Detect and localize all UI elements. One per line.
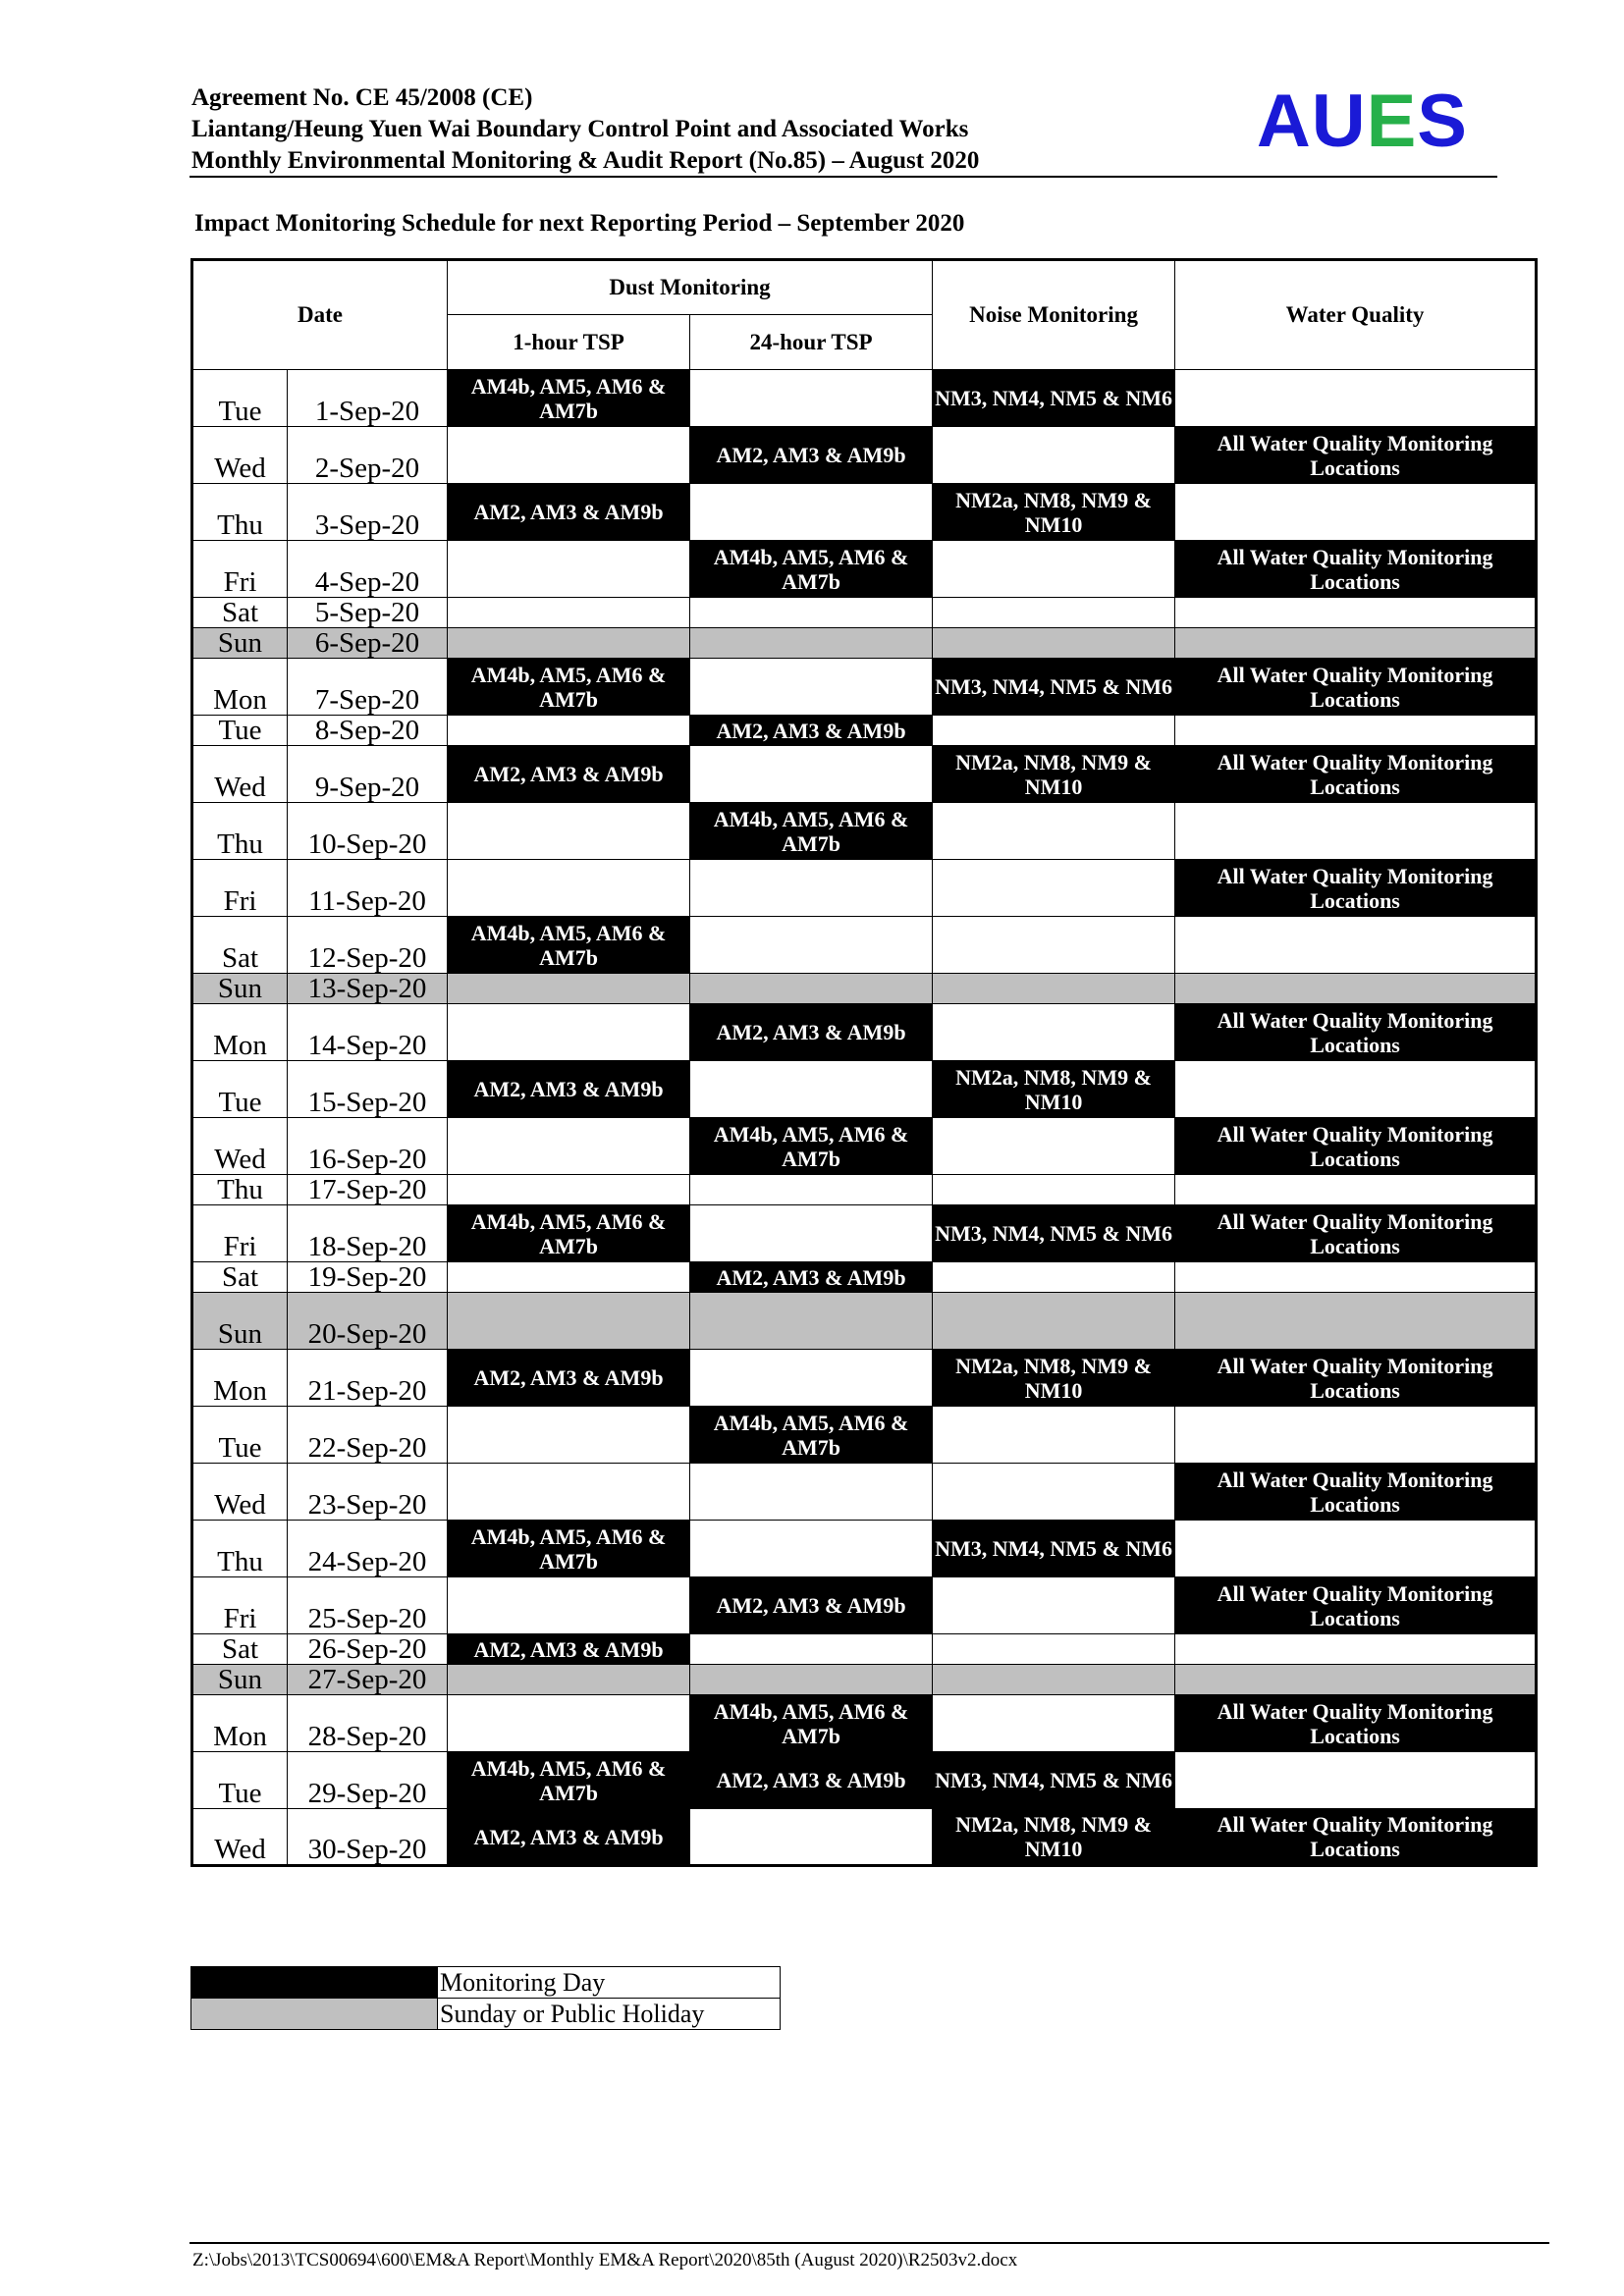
tsp1-cell: [448, 803, 690, 860]
tsp24-cell: [690, 1175, 933, 1205]
water-cell: [1175, 1061, 1537, 1118]
tsp1-cell: [448, 598, 690, 628]
water-cell: [1175, 1262, 1537, 1293]
tsp1-cell: [448, 1004, 690, 1061]
noise-cell: NM3, NM4, NM5 & NM6: [933, 1521, 1175, 1577]
date-cell: 18-Sep-20: [288, 1205, 448, 1262]
date-cell: 19-Sep-20: [288, 1262, 448, 1293]
tsp24-cell: AM4b, AM5, AM6 & AM7b: [690, 1407, 933, 1464]
weekday-cell: Tue: [192, 1061, 288, 1118]
schedule-row: [192, 860, 1537, 917]
tsp24-cell: [690, 659, 933, 716]
water-cell: All Water Quality Monitoring Locations: [1175, 1205, 1537, 1262]
weekday-cell: Wed: [192, 746, 288, 803]
water-cell: All Water Quality Monitoring Locations: [1175, 427, 1537, 484]
header-divider: [189, 176, 1497, 178]
schedule-row: [192, 1752, 1537, 1809]
schedule-row: [192, 1407, 1537, 1464]
schedule-row: [192, 917, 1537, 974]
tsp1-cell: AM2, AM3 & AM9b: [448, 1350, 690, 1407]
tsp24-cell: [690, 1521, 933, 1577]
noise-monitoring-header: Noise Monitoring: [933, 260, 1175, 370]
tsp24-cell: [690, 1205, 933, 1262]
noise-cell: [933, 1175, 1175, 1205]
weekday-cell: Wed: [192, 1464, 288, 1521]
weekday-cell: Sat: [192, 1634, 288, 1665]
noise-cell: [933, 1695, 1175, 1752]
tsp24-cell: AM2, AM3 & AM9b: [690, 1752, 933, 1809]
date-cell: 30-Sep-20: [288, 1809, 448, 1866]
water-cell: All Water Quality Monitoring Locations: [1175, 1695, 1537, 1752]
tsp1-cell: [448, 1464, 690, 1521]
water-cell: [1175, 1521, 1537, 1577]
date-cell: 20-Sep-20: [288, 1293, 448, 1350]
sunday-swatch: [191, 1999, 438, 2030]
noise-cell: [933, 1634, 1175, 1665]
tsp24-cell: AM4b, AM5, AM6 & AM7b: [690, 1695, 933, 1752]
tsp1-cell: AM4b, AM5, AM6 & AM7b: [448, 917, 690, 974]
noise-cell: [933, 1577, 1175, 1634]
tsp1-cell: [448, 427, 690, 484]
schedule-row: [192, 1634, 1537, 1665]
tsp24-cell: AM2, AM3 & AM9b: [690, 1004, 933, 1061]
water-cell: All Water Quality Monitoring Locations: [1175, 1004, 1537, 1061]
tsp24-cell: [690, 628, 933, 659]
water-cell: All Water Quality Monitoring Locations: [1175, 1809, 1537, 1866]
water-cell: All Water Quality Monitoring Locations: [1175, 1350, 1537, 1407]
water-cell: All Water Quality Monitoring Locations: [1175, 1464, 1537, 1521]
water-cell: All Water Quality Monitoring Locations: [1175, 860, 1537, 917]
tsp24-cell: AM2, AM3 & AM9b: [690, 427, 933, 484]
water-cell: [1175, 628, 1537, 659]
date-cell: 23-Sep-20: [288, 1464, 448, 1521]
water-cell: [1175, 917, 1537, 974]
weekday-cell: Sat: [192, 598, 288, 628]
date-cell: 25-Sep-20: [288, 1577, 448, 1634]
tsp1-cell: [448, 860, 690, 917]
noise-cell: [933, 1407, 1175, 1464]
weekday-cell: Tue: [192, 370, 288, 427]
tsp1-cell: [448, 974, 690, 1004]
schedule-row: [192, 1205, 1537, 1262]
schedule-row: [192, 1665, 1537, 1695]
tsp24-cell: AM2, AM3 & AM9b: [690, 1577, 933, 1634]
weekday-cell: Mon: [192, 1004, 288, 1061]
weekday-cell: Sun: [192, 1293, 288, 1350]
date-cell: 1-Sep-20: [288, 370, 448, 427]
tsp24-cell: [690, 1634, 933, 1665]
schedule-row: [192, 716, 1537, 746]
noise-cell: [933, 1004, 1175, 1061]
schedule-row: [192, 541, 1537, 598]
noise-cell: [933, 1293, 1175, 1350]
date-cell: 24-Sep-20: [288, 1521, 448, 1577]
schedule-row: [192, 1293, 1537, 1350]
water-cell: [1175, 1175, 1537, 1205]
schedule-row: [192, 598, 1537, 628]
tsp24-cell: AM4b, AM5, AM6 & AM7b: [690, 1118, 933, 1175]
schedule-row: [192, 1118, 1537, 1175]
tsp1-cell: [448, 628, 690, 659]
noise-cell: NM2a, NM8, NM9 & NM10: [933, 1061, 1175, 1118]
tsp24-cell: [690, 917, 933, 974]
tsp1-cell: [448, 1262, 690, 1293]
weekday-cell: Mon: [192, 1695, 288, 1752]
schedule-row: [192, 628, 1537, 659]
date-cell: 17-Sep-20: [288, 1175, 448, 1205]
tsp24-cell: [690, 746, 933, 803]
noise-cell: [933, 917, 1175, 974]
tsp24-cell: [690, 1293, 933, 1350]
monitoring-day-label: Monitoring Day: [438, 1967, 781, 1999]
date-cell: 28-Sep-20: [288, 1695, 448, 1752]
weekday-cell: Mon: [192, 1350, 288, 1407]
tsp24-cell: [690, 1464, 933, 1521]
water-quality-header: Water Quality: [1175, 260, 1537, 370]
tsp1-cell: [448, 1695, 690, 1752]
date-cell: 21-Sep-20: [288, 1350, 448, 1407]
tsp1-cell: AM4b, AM5, AM6 & AM7b: [448, 1205, 690, 1262]
noise-cell: [933, 541, 1175, 598]
dust-monitoring-header: Dust Monitoring: [448, 260, 933, 315]
schedule-row: [192, 1464, 1537, 1521]
date-cell: 2-Sep-20: [288, 427, 448, 484]
weekday-cell: Fri: [192, 1577, 288, 1634]
noise-cell: [933, 803, 1175, 860]
schedule-row: [192, 1521, 1537, 1577]
noise-cell: NM2a, NM8, NM9 & NM10: [933, 484, 1175, 541]
date-cell: 27-Sep-20: [288, 1665, 448, 1695]
weekday-cell: Fri: [192, 860, 288, 917]
noise-cell: [933, 598, 1175, 628]
water-cell: [1175, 1665, 1537, 1695]
tsp1-cell: AM2, AM3 & AM9b: [448, 1809, 690, 1866]
weekday-cell: Thu: [192, 1521, 288, 1577]
tsp1-cell: [448, 541, 690, 598]
noise-cell: [933, 628, 1175, 659]
water-cell: All Water Quality Monitoring Locations: [1175, 659, 1537, 716]
noise-cell: [933, 1665, 1175, 1695]
water-cell: [1175, 1293, 1537, 1350]
noise-cell: [933, 1118, 1175, 1175]
schedule-body: [192, 370, 1537, 1866]
weekday-cell: Wed: [192, 1809, 288, 1866]
water-cell: All Water Quality Monitoring Locations: [1175, 1577, 1537, 1634]
tsp1-cell: AM2, AM3 & AM9b: [448, 484, 690, 541]
tsp1-cell: AM4b, AM5, AM6 & AM7b: [448, 659, 690, 716]
date-cell: 3-Sep-20: [288, 484, 448, 541]
date-cell: 7-Sep-20: [288, 659, 448, 716]
water-cell: [1175, 1634, 1537, 1665]
tsp24-cell: AM2, AM3 & AM9b: [690, 1262, 933, 1293]
water-cell: [1175, 370, 1537, 427]
tsp1-cell: AM2, AM3 & AM9b: [448, 1634, 690, 1665]
noise-cell: NM2a, NM8, NM9 & NM10: [933, 1350, 1175, 1407]
water-cell: All Water Quality Monitoring Locations: [1175, 541, 1537, 598]
weekday-cell: Tue: [192, 1752, 288, 1809]
tsp24-cell: [690, 484, 933, 541]
tsp24-cell: [690, 860, 933, 917]
tsp-1-hour-header: 1-hour TSP: [448, 315, 690, 370]
noise-cell: [933, 716, 1175, 746]
water-cell: [1175, 484, 1537, 541]
water-cell: [1175, 1407, 1537, 1464]
date-header: Date: [192, 260, 448, 370]
tsp1-cell: [448, 1118, 690, 1175]
tsp24-cell: [690, 1061, 933, 1118]
agreement-line: Agreement No. CE 45/2008 (CE): [191, 84, 533, 111]
tsp24-cell: AM4b, AM5, AM6 & AM7b: [690, 541, 933, 598]
water-cell: All Water Quality Monitoring Locations: [1175, 1118, 1537, 1175]
water-cell: [1175, 716, 1537, 746]
weekday-cell: Sun: [192, 1665, 288, 1695]
weekday-cell: Tue: [192, 1407, 288, 1464]
report-header: [191, 82, 1497, 177]
tsp1-cell: AM4b, AM5, AM6 & AM7b: [448, 1752, 690, 1809]
legend: [190, 1966, 781, 2030]
report-line: Monthly Environmental Monitoring & Audit Report (No.85) – August 2020: [191, 147, 980, 174]
weekday-cell: Sat: [192, 1262, 288, 1293]
schedule-row: [192, 1350, 1537, 1407]
noise-cell: NM2a, NM8, NM9 & NM10: [933, 746, 1175, 803]
weekday-cell: Thu: [192, 1175, 288, 1205]
noise-cell: NM3, NM4, NM5 & NM6: [933, 659, 1175, 716]
tsp24-cell: [690, 1665, 933, 1695]
schedule-row: [192, 659, 1537, 716]
weekday-cell: Mon: [192, 659, 288, 716]
file-path-footer: Z:\Jobs\2013\TCS00694\600\EM&A Report\Monthly EM&A Report\2020\85th (August 2020)\R2503v2.docx: [192, 2250, 1018, 2270]
tsp1-cell: [448, 716, 690, 746]
schedule-row: [192, 1175, 1537, 1205]
schedule-row: [192, 1809, 1537, 1866]
date-cell: 5-Sep-20: [288, 598, 448, 628]
noise-cell: [933, 860, 1175, 917]
date-cell: 12-Sep-20: [288, 917, 448, 974]
weekday-cell: Wed: [192, 427, 288, 484]
tsp24-cell: [690, 974, 933, 1004]
date-cell: 14-Sep-20: [288, 1004, 448, 1061]
noise-cell: NM3, NM4, NM5 & NM6: [933, 1205, 1175, 1262]
noise-cell: [933, 974, 1175, 1004]
schedule-row: [192, 1577, 1537, 1634]
date-cell: 4-Sep-20: [288, 541, 448, 598]
tsp1-cell: [448, 1175, 690, 1205]
footer-divider: [189, 2242, 1549, 2244]
water-cell: [1175, 1752, 1537, 1809]
weekday-cell: Sun: [192, 628, 288, 659]
weekday-cell: Thu: [192, 484, 288, 541]
noise-cell: NM2a, NM8, NM9 & NM10: [933, 1809, 1175, 1866]
date-cell: 29-Sep-20: [288, 1752, 448, 1809]
schedule-row: [192, 370, 1537, 427]
noise-cell: [933, 427, 1175, 484]
date-cell: 15-Sep-20: [288, 1061, 448, 1118]
schedule-row: [192, 1695, 1537, 1752]
tsp1-cell: AM2, AM3 & AM9b: [448, 1061, 690, 1118]
schedule-row: [192, 1061, 1537, 1118]
date-cell: 16-Sep-20: [288, 1118, 448, 1175]
tsp1-cell: AM2, AM3 & AM9b: [448, 746, 690, 803]
tsp-24-hour-header: 24-hour TSP: [690, 315, 933, 370]
tsp1-cell: [448, 1577, 690, 1634]
date-cell: 10-Sep-20: [288, 803, 448, 860]
tsp1-cell: [448, 1407, 690, 1464]
date-cell: 9-Sep-20: [288, 746, 448, 803]
schedule-row: [192, 803, 1537, 860]
schedule-row: [192, 974, 1537, 1004]
tsp24-cell: [690, 370, 933, 427]
water-cell: [1175, 803, 1537, 860]
section-title: Impact Monitoring Schedule for next Reporting Period – September 2020: [194, 210, 965, 237]
water-cell: All Water Quality Monitoring Locations: [1175, 746, 1537, 803]
noise-cell: [933, 1464, 1175, 1521]
project-line: Liantang/Heung Yuen Wai Boundary Control Point and Associated Works: [191, 116, 969, 142]
date-cell: 11-Sep-20: [288, 860, 448, 917]
tsp1-cell: [448, 1293, 690, 1350]
weekday-cell: Fri: [192, 1205, 288, 1262]
noise-cell: [933, 1262, 1175, 1293]
tsp24-cell: AM4b, AM5, AM6 & AM7b: [690, 803, 933, 860]
schedule-row: [192, 746, 1537, 803]
weekday-cell: Fri: [192, 541, 288, 598]
monitoring-schedule-table: [190, 258, 1538, 1867]
schedule-row: [192, 1004, 1537, 1061]
schedule-row: [192, 484, 1537, 541]
date-cell: 13-Sep-20: [288, 974, 448, 1004]
weekday-cell: Sat: [192, 917, 288, 974]
monitoring-day-swatch: [191, 1967, 438, 1999]
aues-logo: AUES: [1256, 80, 1468, 163]
weekday-cell: Tue: [192, 716, 288, 746]
tsp1-cell: AM4b, AM5, AM6 & AM7b: [448, 370, 690, 427]
tsp24-cell: AM2, AM3 & AM9b: [690, 716, 933, 746]
date-cell: 22-Sep-20: [288, 1407, 448, 1464]
date-cell: 8-Sep-20: [288, 716, 448, 746]
schedule-row: [192, 427, 1537, 484]
weekday-cell: Thu: [192, 803, 288, 860]
sunday-label: Sunday or Public Holiday: [438, 1999, 781, 2030]
tsp24-cell: [690, 1350, 933, 1407]
water-cell: [1175, 974, 1537, 1004]
water-cell: [1175, 598, 1537, 628]
noise-cell: NM3, NM4, NM5 & NM6: [933, 370, 1175, 427]
tsp1-cell: [448, 1665, 690, 1695]
weekday-cell: Wed: [192, 1118, 288, 1175]
date-cell: 26-Sep-20: [288, 1634, 448, 1665]
noise-cell: NM3, NM4, NM5 & NM6: [933, 1752, 1175, 1809]
tsp24-cell: [690, 598, 933, 628]
weekday-cell: Sun: [192, 974, 288, 1004]
date-cell: 6-Sep-20: [288, 628, 448, 659]
tsp1-cell: AM4b, AM5, AM6 & AM7b: [448, 1521, 690, 1577]
schedule-row: [192, 1262, 1537, 1293]
tsp24-cell: [690, 1809, 933, 1866]
